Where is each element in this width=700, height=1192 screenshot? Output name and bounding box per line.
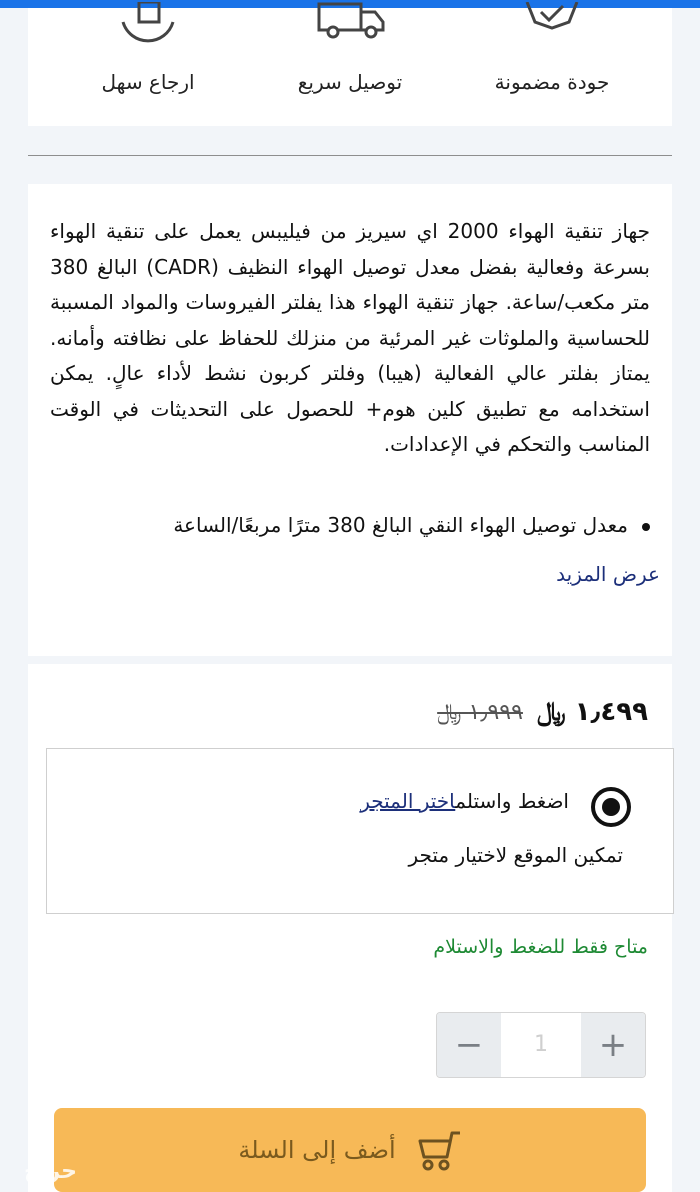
- radio-selected-dot: [602, 798, 620, 816]
- features-card: [28, 8, 672, 126]
- add-to-cart-label: أضف إلى السلة: [238, 1136, 396, 1164]
- quality-badge-icon: [507, 2, 597, 54]
- feature-return-label: ارجاع سهل: [101, 70, 195, 94]
- current-price: [537, 697, 648, 728]
- section-divider: [28, 155, 672, 156]
- feature-bullet-text: معدل توصيل الهواء النقي البالغ 380 مترًا مربعًا/الساعة: [173, 513, 628, 537]
- feature-bullet: [50, 510, 650, 540]
- add-to-cart-button[interactable]: [54, 1108, 646, 1192]
- price-row: [437, 692, 648, 732]
- product-description: جهاز تنقية الهواء 2000 اي سيريز من فيليبس يعمل على تنقية الهواء بسرعة وفعالية بفضل معدل توصيل الهواء النظيف (CADR) البالغ 380 متر مكعب/ساعة. جهاز تنقية الهواء هذا يفلتر الفيروسات والمواد المسببة للحساسية والملوثات غير المرئية من منزلك للحفاظ على نظافته وأمانه. يمتاز بفلتر عالي الفعالية (هيبا) وفلتر كربون نشط لأداء عالٍ. يمكن استخدامه مع تطبيق كلين هوم+ للحصول على التحديثات في الوقت المناسب والتحكم في الإعدادات.: [50, 219, 650, 456]
- increase-quantity-button[interactable]: +: [581, 1013, 645, 1077]
- purchase-card: [28, 664, 672, 1192]
- original-price-value: ١٫٩٩٩: [468, 699, 523, 725]
- easy-return-box-icon: [103, 2, 193, 54]
- choose-store-link[interactable]: اختر المتجر: [360, 789, 456, 813]
- delivery-truck-icon: [305, 2, 395, 54]
- feature-delivery-label: توصيل سريع: [297, 70, 403, 94]
- feature-delivery: [250, 8, 450, 126]
- original-currency-symbol: ﷼: [437, 699, 462, 725]
- pickup-radio[interactable]: [591, 787, 631, 827]
- shopping-cart-icon: [414, 1127, 462, 1173]
- decrease-quantity-button[interactable]: −: [437, 1013, 501, 1077]
- quantity-value[interactable]: 1: [534, 1032, 548, 1057]
- currency-symbol: ﷼: [536, 696, 566, 727]
- pickup-title: [360, 789, 569, 813]
- quantity-stepper: [436, 1012, 646, 1078]
- current-price-value: ١٫٤٩٩: [574, 696, 648, 727]
- original-price: [437, 700, 523, 725]
- availability-status: متاح فقط للضغط والاستلام: [433, 936, 648, 958]
- pickup-subtitle: تمكين الموقع لاختيار متجر: [408, 843, 623, 867]
- product-description-card: [28, 184, 672, 656]
- feature-return: [48, 8, 248, 126]
- feature-quality-label: جودة مضمونة: [494, 70, 610, 94]
- pickup-title-text: اضغط واستلم: [455, 789, 569, 813]
- bullet-dot: [642, 523, 650, 531]
- feature-quality: [452, 8, 652, 126]
- click-collect-option[interactable]: [46, 748, 674, 914]
- haraj-watermark-logo: حراج: [24, 1159, 77, 1184]
- show-more-link[interactable]: عرض المزيد: [556, 562, 660, 586]
